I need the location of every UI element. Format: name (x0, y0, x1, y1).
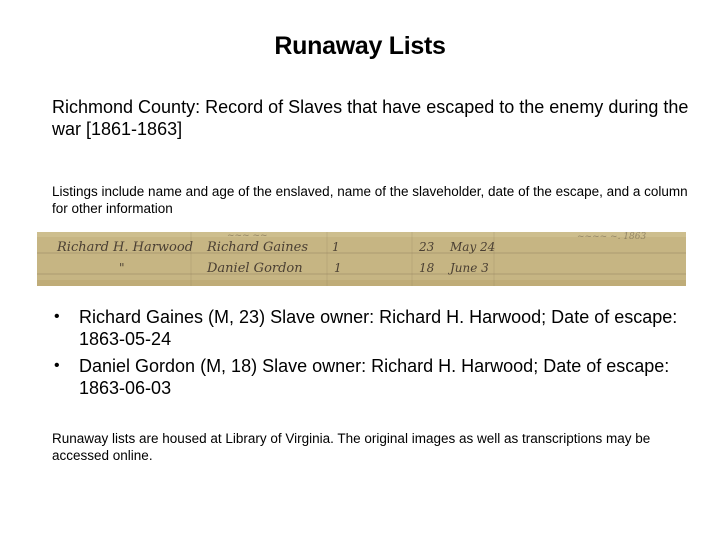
manuscript-row2-owner: " (119, 261, 125, 275)
bullet-icon: • (54, 308, 60, 325)
listing-description: Listings include name and age of the enslaved, name of the slaveholder, date of the escape, and a column for other information (52, 184, 688, 216)
manuscript-row1-sex: 1 (332, 240, 340, 254)
escape-entry-text: Richard Gaines (M, 23) Slave owner: Richard H. Harwood; Date of escape: 1863-05-24 (79, 307, 678, 349)
escape-entry (52, 355, 692, 399)
manuscript-row1-age: 23 (419, 240, 435, 254)
slide-title: Runaway Lists (274, 32, 446, 60)
manuscript-image (37, 232, 686, 286)
manuscript-row2-sex: 1 (334, 261, 342, 275)
archive-note: Runaway lists are housed at Library of Virginia. The original images as well as transcriptions may be accessed online. (52, 431, 651, 463)
manuscript-row2-name: Daniel Gordon (207, 261, 303, 276)
escape-entries-list (52, 306, 692, 404)
bullet-icon: • (54, 357, 60, 374)
svg-text:~~~ ~~: ~~~ ~~ (227, 232, 268, 241)
manuscript-row2-date: June 3 (450, 261, 489, 275)
manuscript-row2-age: 18 (419, 261, 435, 275)
escape-entry (52, 306, 692, 350)
manuscript-row1-date: May 24 (450, 240, 496, 254)
manuscript-scan (37, 232, 686, 286)
svg-text:~~~~ ~. 1863: ~~~~ ~. 1863 (577, 232, 647, 242)
manuscript-row1-owner: Richard H. Harwood (57, 240, 194, 255)
manuscript-row1-name: Richard Gaines (207, 240, 309, 255)
record-subtitle: Richmond County: Record of Slaves that have escaped to the enemy during the war [1861-1863] (52, 97, 689, 139)
escape-entry-text: Daniel Gordon (M, 18) Slave owner: Richard H. Harwood; Date of escape: 1863-06-03 (79, 356, 670, 398)
